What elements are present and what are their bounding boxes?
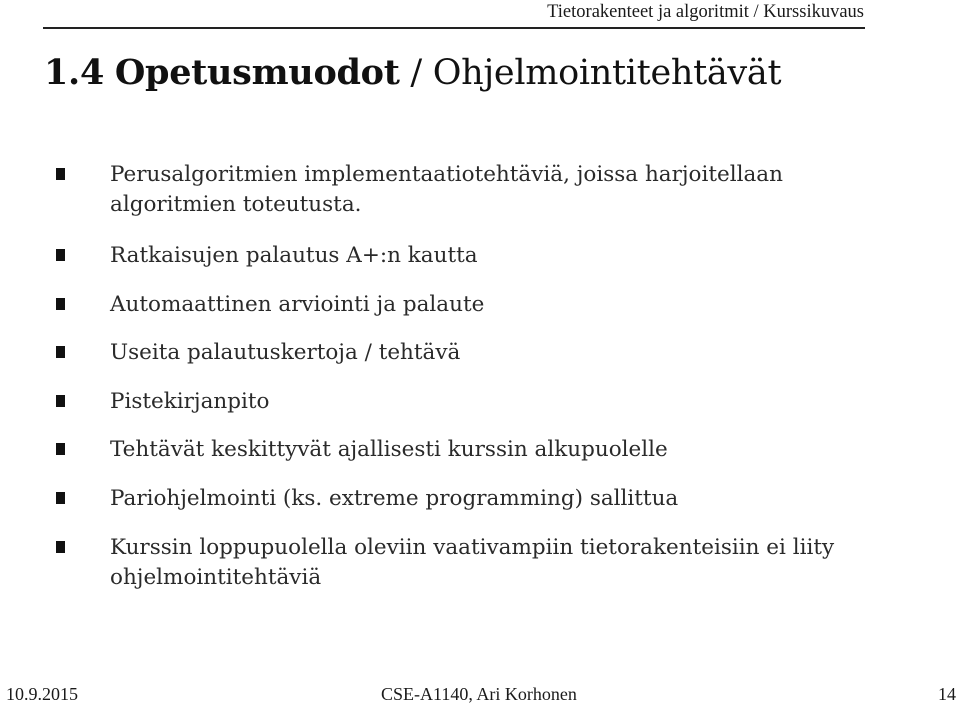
slide-title-bold: Opetusmuodot: [114, 52, 400, 93]
slide-header-title: Tietorakenteet ja algoritmit / Kurssikuvaus: [547, 2, 864, 22]
footer-page-number: 14: [938, 684, 956, 704]
square-bullet-icon: [56, 443, 65, 455]
bullet-text: Pariohjelmointi (ks. extreme programming) sallittua: [110, 486, 679, 511]
bullet-text: Perusalgoritmien implementaatiotehtäviä, joissa harjoitellaan algoritmien toteutusta.: [110, 162, 783, 217]
square-bullet-icon: [56, 298, 65, 310]
bullet-text: Ratkaisujen palautus A+:n kautta: [110, 243, 478, 268]
footer-date: 10.9.2015: [6, 684, 78, 704]
square-bullet-icon: [56, 346, 65, 358]
square-bullet-icon: [56, 249, 65, 261]
slide-title-number: 1.4: [44, 52, 104, 93]
slide-title: [44, 52, 781, 93]
slide-title-rest: / Ohjelmointitehtävät: [399, 53, 782, 93]
bullet-text: Pistekirjanpito: [110, 389, 270, 414]
square-bullet-icon: [56, 492, 65, 504]
bullet-text: Useita palautuskertoja / tehtävä: [110, 340, 461, 365]
bullet-text: Tehtävät keskittyvät ajallisesti kurssin alkupuolelle: [110, 437, 668, 462]
square-bullet-icon: [56, 395, 65, 407]
header-divider: [43, 27, 865, 29]
footer-course: CSE-A1140, Ari Korhonen: [381, 684, 577, 704]
bullet-text: Automaattinen arviointi ja palaute: [110, 292, 485, 317]
square-bullet-icon: [56, 168, 65, 180]
square-bullet-icon: [56, 541, 65, 553]
bullet-text: Kurssin loppupuolella oleviin vaativampiin tietorakenteisiin ei liity ohjelmointitehtäviä: [110, 535, 835, 590]
